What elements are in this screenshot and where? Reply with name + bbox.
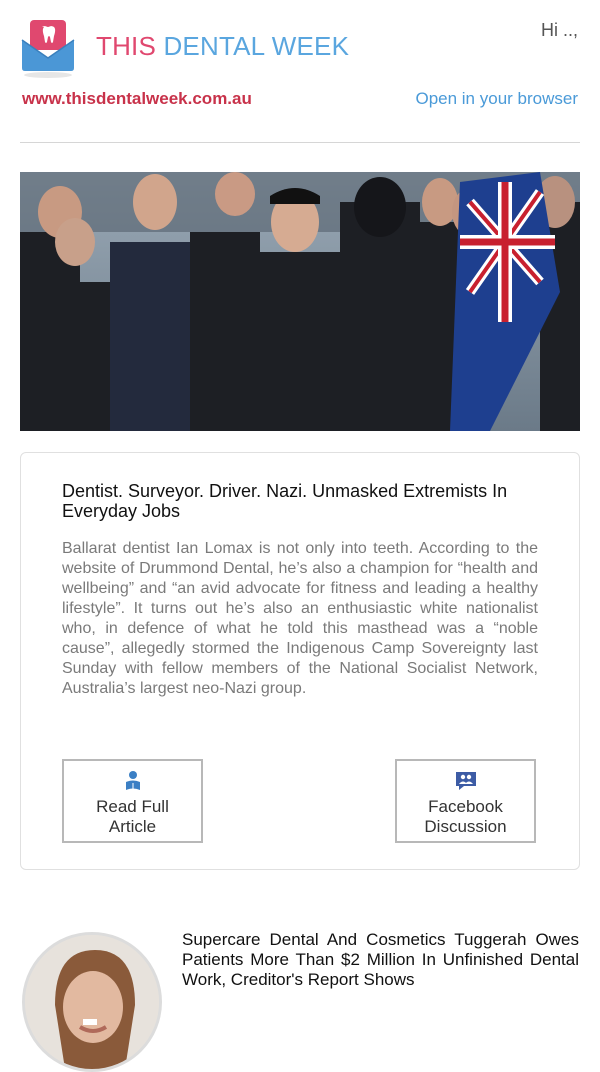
brand-name (96, 31, 349, 62)
person-photo-illustration (25, 935, 159, 1069)
second-article (0, 920, 600, 1000)
facebook-discussion-label: Facebook Discussion (424, 797, 507, 836)
envelope-tooth-icon (20, 18, 76, 80)
second-article-title[interactable]: Supercare Dental And Cosmetics Tuggerah Owes Patients More Than $2 Million In Unfinished Dental Work, Creditor's Report Shows (182, 930, 579, 989)
article-title[interactable]: Dentist. Surveyor. Driver. Nazi. Unmasked Extremists In Everyday Jobs (62, 481, 508, 521)
email-header (0, 0, 600, 145)
read-full-article-button[interactable] (62, 759, 203, 843)
open-in-browser-link[interactable]: Open in your browser (415, 89, 578, 108)
brand-this: THIS (96, 31, 157, 61)
brand-rest: DENTAL WEEK (156, 31, 350, 61)
reader-icon (121, 769, 145, 793)
header-divider (20, 142, 580, 143)
hero-image[interactable] (20, 172, 580, 431)
article-summary: Ballarat dentist Ian Lomax is not only into teeth. According to the website of Drummond Dental, he’s also a champion for “health and wellbeing” and “an avid advocate for fitness and leading a healthy lifestyle”. It turns out he’s also an enthusiastic white nationalist who, in defence of what he told this masthead was a “noble cause”, allegedly stormed the Indigenous Camp Sovereignty last Sunday with fellow members of the National Socialist Network, Australia’s largest neo-Nazi group. (62, 540, 538, 697)
article-card (20, 452, 580, 870)
second-article-thumbnail[interactable] (22, 932, 162, 1072)
greeting-text: Hi .., (540, 20, 578, 40)
facebook-discussion-button[interactable] (395, 759, 536, 843)
group-chat-icon (454, 769, 478, 793)
site-link[interactable]: www.thisdentalweek.com.au (22, 89, 252, 108)
read-full-article-label: Read Full Article (96, 797, 169, 836)
hero-photo-illustration (20, 172, 580, 431)
